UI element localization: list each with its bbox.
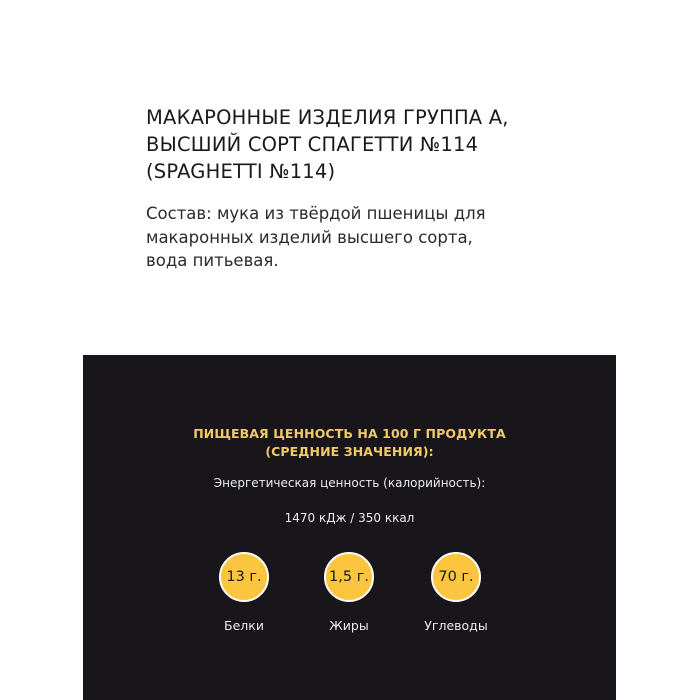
carbohydrates-value-badge: 70 г. — [431, 552, 481, 602]
energy-value: 1470 кДж / 350 ккал — [284, 511, 415, 525]
protein-value-badge: 13 г. — [219, 552, 269, 602]
product-title-line: МАКАРОННЫЕ ИЗДЕЛИЯ ГРУППА А, — [146, 106, 509, 129]
composition-line: Состав: мука из твёрдой пшеницы для — [146, 204, 486, 223]
product-composition — [146, 202, 606, 273]
nutrition-heading-line: ПИЩЕВАЯ ЦЕННОСТЬ НА 100 Г ПРОДУКТА — [193, 426, 506, 441]
composition-line: макаронных изделий высшего сорта, — [146, 227, 473, 247]
energy-label: Энергетическая ценность (калорийность): — [213, 476, 486, 490]
carbohydrates-label: Углеводы — [424, 618, 488, 633]
nutrient-protein — [204, 552, 284, 633]
nutrient-carbohydrates — [416, 552, 496, 633]
product-title — [146, 104, 666, 185]
nutrition-heading — [83, 425, 616, 461]
product-title-line: ВЫСШИЙ СОРТ СПАГЕТТИ №114 — [146, 133, 479, 156]
nutrition-heading-line: (СРЕДНИЕ ЗНАЧЕНИЯ): — [265, 444, 434, 459]
nutrient-fat — [309, 552, 389, 633]
nutrition-panel — [83, 355, 616, 700]
composition-line: вода питьевая. — [146, 251, 279, 270]
product-title-line: (SPAGHETTI №114) — [146, 160, 336, 183]
fat-label: Жиры — [329, 618, 369, 633]
protein-label: Белки — [224, 618, 264, 633]
fat-value-badge: 1,5 г. — [324, 552, 374, 602]
